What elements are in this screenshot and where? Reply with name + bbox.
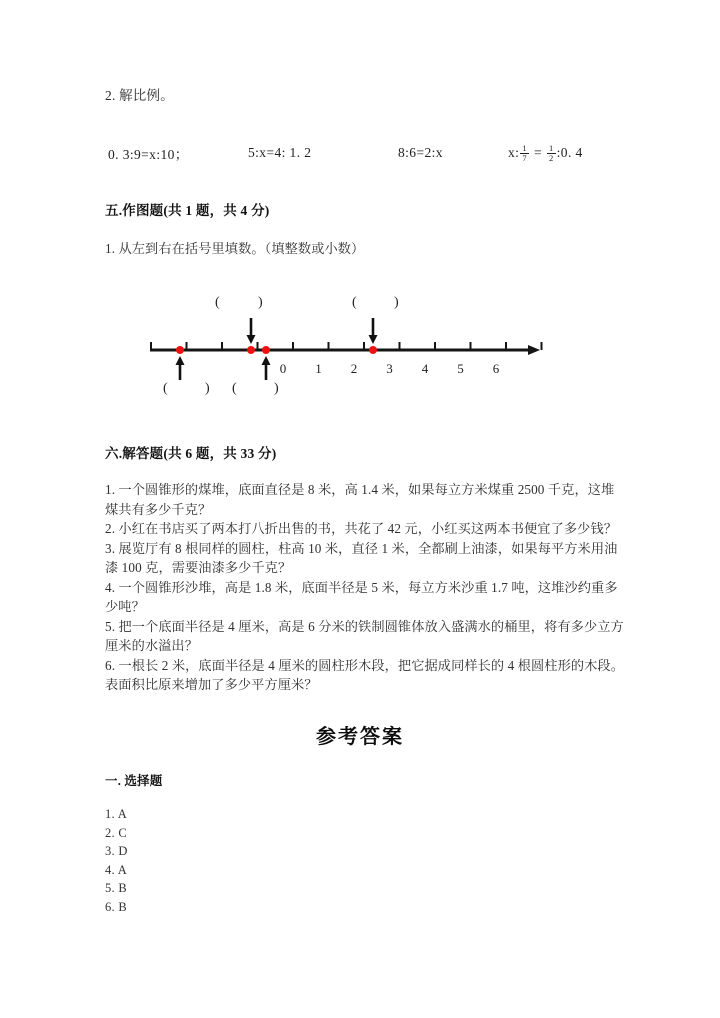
answer-blank-paren-open: ( [215,295,220,310]
fraction-denominator: 7 [522,152,527,163]
axis-arrowhead-icon [528,345,540,355]
answer-item-list [105,805,405,917]
answer-item: 5. B [105,881,128,896]
equation-4-equals: = [533,145,542,160]
equation-2: 5:x=4: 1. 2 [248,145,312,160]
fraction-one-half [547,144,556,162]
red-point-marker [369,346,377,354]
red-point-marker [176,346,184,354]
fraction-denominator: 2 [548,152,554,163]
axis-tick-label: 0 [279,361,287,376]
axis-tick-label: 1 [315,361,322,376]
fraction-numerator: 1 [522,142,527,153]
equation-3: 8:6=2:x [398,145,443,160]
equation-4-lead: x: [508,145,520,160]
section-six-question: 1. 一个圆锥形的煤堆，底面直径是 8 米，高 1.4 米，如果每立方米煤重 2500 千克，这堆煤共有多少千克？ [105,482,615,517]
section-six-heading: 六.解答题(共 6 题，共 33 分) [105,446,277,461]
fraction-one-seventh [520,144,529,162]
answer-item: 3. D [105,844,128,859]
section-six-question: 4. 一个圆锥形沙堆，高是 1.8 米，底面半径是 5 米，每立方米沙重 1.7 吨，这堆沙约重多少吨？ [105,579,618,614]
equation-4-tail: :0. 4 [556,145,583,160]
axis-tick-label: 6 [492,361,500,376]
answer-item: 1. A [105,807,128,821]
answer-item: 6. B [105,899,128,914]
answer-blank-paren-close: ) [258,295,263,310]
answer-blank-paren-open: ( [163,381,168,396]
answer-item: 4. A [105,862,128,877]
answer-blank-paren-close: ) [394,295,399,310]
answers-section-heading: 一. 选择题 [105,774,163,788]
red-point-marker [247,346,255,354]
section-six-question: 6. 一根长 2 米，底面半径是 4 厘米的圆柱形木段，把它据成同样长的 4 根圆柱形的木段。表面积比原来增加了多少平方厘米？ [105,657,625,692]
arrow-up-icon [262,356,271,365]
axis-tick-label: 5 [457,361,464,376]
answer-blank-paren-close: ) [274,381,279,396]
section-five-heading: 五.作图题(共 1 题，共 4 分) [105,203,270,218]
section-six-question-list [105,480,627,695]
red-point-marker [262,346,270,354]
axis-tick-label: 2 [350,361,358,376]
section-five-question-1: 1. 从左到右在括号里填数。（填整数或小数） [105,241,365,256]
fraction-numerator: 1 [548,142,554,153]
arrow-up-icon [176,356,185,365]
answer-item: 2. C [105,825,128,840]
answer-blank-paren-open: ( [232,381,237,396]
equation-1: 0. 3:9=x:10； [108,147,189,162]
answers-title-wrap [0,720,720,749]
question-2-label: 2. 解比例。 [105,88,174,103]
axis-tick-label: 4 [421,361,429,376]
equations-row [108,143,583,163]
equation-4 [508,144,583,162]
section-six-question: 3. 展览厅有 8 根同样的圆柱，柱高 10 米，直径 1 米，全都刷上油漆，如果每平方米用油漆 100 克，需要油漆多少千克？ [105,540,618,575]
arrow-down-icon [369,335,378,344]
answers-title: 参考答案 [316,726,404,748]
answer-blank-paren-close: ) [205,381,210,396]
answer-blank-paren-open: ( [352,295,357,310]
arrow-down-icon [247,335,256,344]
axis-tick-label: 3 [386,361,393,376]
section-six-question: 2. 小红在书店买了两本打八折出售的书，共花了 42 元，小红买这两本书便宜了多少钱？ [105,521,618,536]
section-six-question: 5. 把一个底面半径是 4 厘米，高是 6 分米的铁制圆锥体放入盛满水的桶里，将有多少立方厘米的水溢出？ [105,618,624,653]
